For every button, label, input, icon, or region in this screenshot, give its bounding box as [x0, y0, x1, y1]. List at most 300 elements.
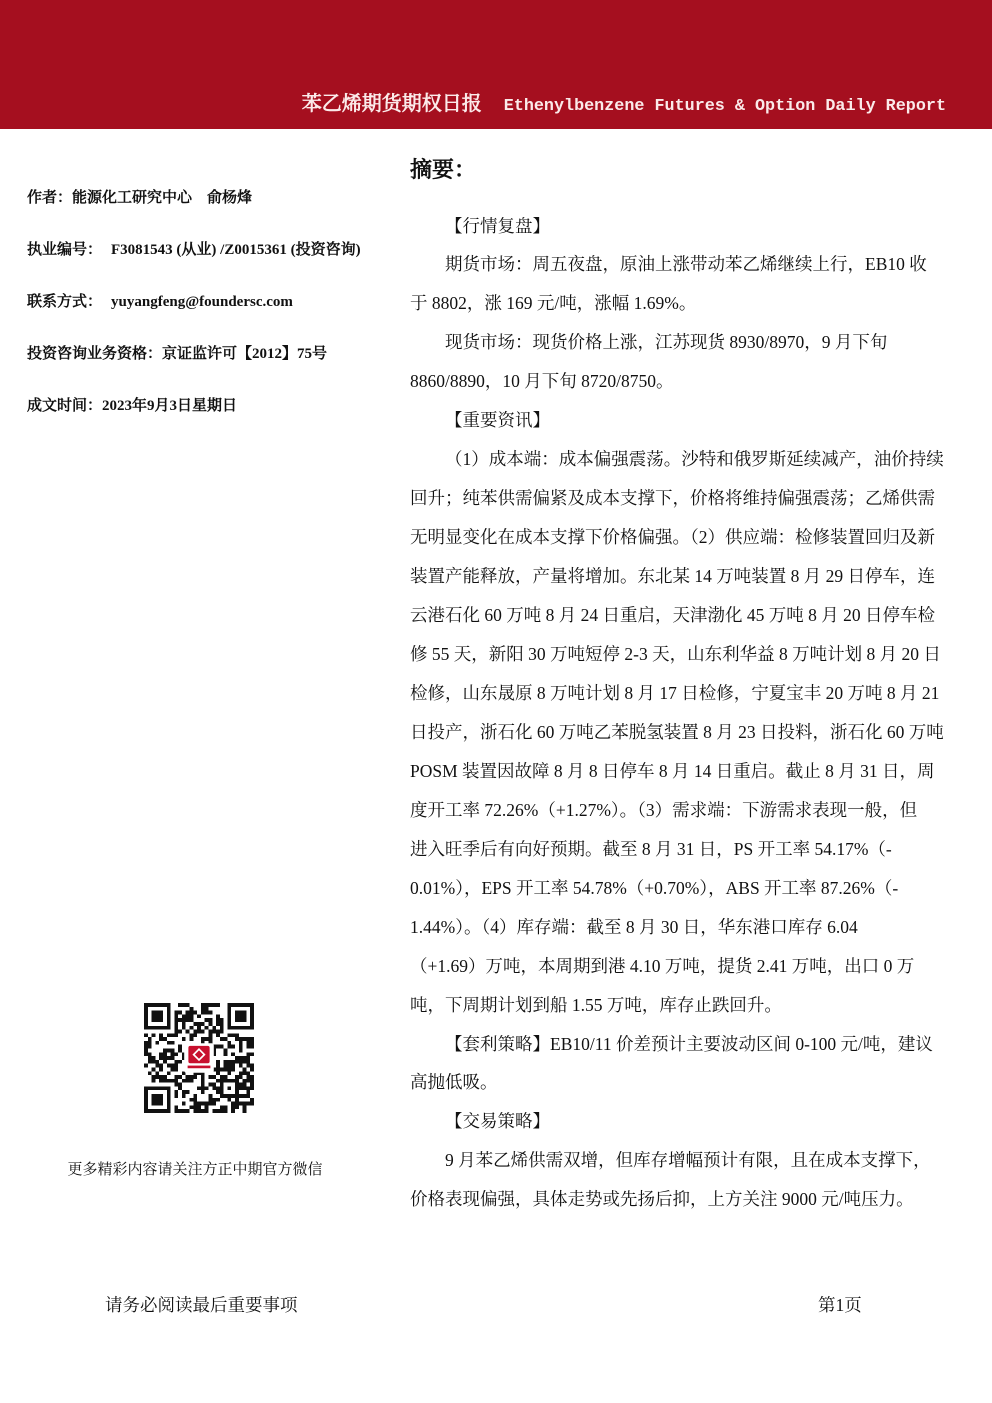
qr-module [163, 1075, 167, 1079]
date-label: 成文时间： [27, 398, 103, 414]
qr-module [174, 1105, 178, 1109]
qr-module [186, 1030, 190, 1034]
qr-module [178, 1049, 182, 1053]
qr-module [220, 1030, 224, 1034]
qr-module [201, 1090, 205, 1094]
paragraph-futures-market [410, 245, 950, 323]
qr-module [212, 1109, 216, 1113]
qr-module [201, 1011, 205, 1015]
logo-wordmark [188, 1066, 211, 1069]
qr-module [167, 1049, 171, 1053]
qr-finder-top-left [144, 1003, 171, 1030]
text-line: 1.44%）。（4）库存端：截至 8 月 30 日，华东港口库存 6.04 [410, 916, 858, 937]
qr-module [197, 1105, 201, 1109]
qr-module [216, 1030, 220, 1034]
qr-module [201, 1037, 205, 1041]
qr-module [205, 1086, 209, 1090]
qr-module [174, 1109, 178, 1113]
qr-module [159, 1037, 163, 1041]
qr-module [231, 1109, 235, 1113]
qr-module [167, 1041, 171, 1045]
qr-module [250, 1067, 254, 1071]
qualification-label: 投资咨询业务资格： [27, 346, 163, 362]
qr-module [155, 1064, 159, 1068]
qr-module [144, 1052, 148, 1056]
qr-module [159, 1064, 163, 1068]
qr-module [174, 1052, 178, 1056]
qr-module [155, 1041, 159, 1045]
qr-module [220, 1109, 224, 1113]
paragraph-trading-strategy [410, 1141, 950, 1219]
qr-module [144, 1064, 148, 1068]
qr-module [186, 1109, 190, 1113]
text-line: 0.01%），EPS 开工率 54.78%（+0.70%），ABS 开工率 87.26%（- [410, 877, 899, 898]
qr-module [239, 1094, 243, 1098]
qr-module [227, 1045, 231, 1049]
qr-module [250, 1083, 254, 1087]
qr-module [243, 1102, 247, 1106]
qr-module [174, 1011, 178, 1015]
qr-module [167, 1033, 171, 1037]
qr-module [216, 1071, 220, 1075]
qr-module [212, 1098, 216, 1102]
qr-module [178, 1045, 182, 1049]
qr-module [243, 1079, 247, 1083]
qr-module [246, 1045, 250, 1049]
qr-module [182, 1014, 186, 1018]
section-heading-market-review [410, 207, 950, 246]
qr-module [250, 1064, 254, 1068]
qr-module [212, 1102, 216, 1106]
qr-module [190, 1018, 194, 1022]
qr-module [190, 1075, 194, 1079]
qr-module [171, 1033, 175, 1037]
qr-module [208, 1003, 212, 1007]
qr-module [216, 1033, 220, 1037]
qr-module [190, 1079, 194, 1083]
qr-module [201, 1075, 205, 1079]
qr-module [171, 1049, 175, 1053]
qr-module [197, 1022, 201, 1026]
qr-module [224, 1109, 228, 1113]
qr-module [159, 1052, 163, 1056]
qr-module [178, 1060, 182, 1064]
qr-module [239, 1083, 243, 1087]
qr-module [174, 1026, 178, 1030]
qr-module [227, 1067, 231, 1071]
qr-module [171, 1056, 175, 1060]
qr-module [250, 1102, 254, 1106]
qr-module [212, 1003, 216, 1007]
qr-module [190, 1026, 194, 1030]
qr-module [201, 1022, 205, 1026]
text-line: 修 55 天，新阳 30 万吨短停 2-3 天，山东利华益 8 万吨计划 8 月 20 日 [410, 643, 941, 664]
qr-module [182, 1003, 186, 1007]
qr-module [193, 1102, 197, 1106]
qr-module [205, 1003, 209, 1007]
contact-label: 联系方式： [27, 294, 103, 310]
qr-module [174, 1033, 178, 1037]
text-line: 云港石化 60 万吨 8 月 24 日重启，天津渤化 45 万吨 8 月 20 日停车检 [410, 605, 935, 626]
qr-module [171, 1052, 175, 1056]
qr-finder-top-right [227, 1003, 254, 1030]
qr-module [190, 1037, 194, 1041]
qr-module [152, 1033, 156, 1037]
date-row [27, 396, 237, 416]
qr-module [174, 1090, 178, 1094]
page-number: 第1页 [818, 1295, 862, 1315]
qr-module [208, 1083, 212, 1087]
contact-email: yuyangfeng@foundersc.com [111, 294, 293, 310]
qr-module [250, 1037, 254, 1041]
qr-module [190, 1011, 194, 1015]
qr-module [250, 1079, 254, 1083]
qr-module [239, 1060, 243, 1064]
text-line: 高抛低吸。 [410, 1072, 498, 1093]
qr-module [227, 1060, 231, 1064]
qr-module [148, 1060, 152, 1064]
qr-module [239, 1064, 243, 1068]
qr-module [197, 1014, 201, 1018]
text-line: 日投产，浙石化 60 万吨乙苯脱氢装置 8 月 23 日投料，浙石化 60 万吨 [410, 721, 944, 742]
qr-module [239, 1045, 243, 1049]
qr-module [208, 1075, 212, 1079]
qr-module [144, 1045, 148, 1049]
qr-caption: 更多精彩内容请关注方正中期官方微信 [67, 1162, 323, 1178]
qr-module [159, 1056, 163, 1060]
text-line: 期货市场：周五夜盘，原油上涨带动苯乙烯继续上行，EB10 收 [445, 254, 927, 275]
qr-module [250, 1045, 254, 1049]
text-line: 【交易策略】 [445, 1111, 550, 1132]
qr-module [246, 1037, 250, 1041]
qr-finder-bottom-left [144, 1086, 171, 1113]
qr-module [178, 1075, 182, 1079]
license-label: 执业编号： [27, 242, 103, 258]
qr-module [243, 1037, 247, 1041]
qr-module [159, 1067, 163, 1071]
qr-module [193, 1033, 197, 1037]
qr-module [216, 1086, 220, 1090]
qr-module [235, 1098, 239, 1102]
summary-body [410, 207, 950, 1220]
qr-module [220, 1037, 224, 1041]
qr-module [193, 1022, 197, 1026]
qr-module [190, 1105, 194, 1109]
qr-module [186, 1003, 190, 1007]
qr-module [216, 1045, 220, 1049]
qr-module [186, 1075, 190, 1079]
qr-module [224, 1064, 228, 1068]
qr-module [246, 1071, 250, 1075]
qr-module [212, 1086, 216, 1090]
text-line: 9 月苯乙烯供需双增，但库存增幅预计有限，且在成本支撑下， [445, 1150, 931, 1171]
qr-module [205, 1037, 209, 1041]
qr-module [178, 1030, 182, 1034]
qr-module [246, 1075, 250, 1079]
qr-module [212, 1083, 216, 1087]
qr-module [231, 1052, 235, 1056]
qr-module [235, 1056, 239, 1060]
text-line: 于 8802，涨 169 元/吨，涨幅 1.69%。 [410, 293, 697, 314]
license-number: F3081543 (从业) /Z0015361 (投资咨询) [111, 242, 361, 258]
qr-module [216, 1060, 220, 1064]
qr-module [148, 1056, 152, 1060]
qr-module [205, 1102, 209, 1106]
qr-module [186, 1014, 190, 1018]
report-title [302, 92, 946, 116]
finder-core [152, 1011, 163, 1022]
qr-module [235, 1037, 239, 1041]
qr-module [193, 1094, 197, 1098]
contact-row [27, 292, 293, 312]
qr-module [167, 1056, 171, 1060]
qr-module [163, 1052, 167, 1056]
qr-module [193, 1105, 197, 1109]
qr-module [224, 1067, 228, 1071]
qr-module [231, 1060, 235, 1064]
section-heading-trading-strategy [410, 1102, 950, 1141]
qr-module [178, 1003, 182, 1007]
finder-core [152, 1094, 163, 1105]
qr-module [212, 1026, 216, 1030]
qr-module [159, 1079, 163, 1083]
qr-module [246, 1086, 250, 1090]
qr-module [152, 1067, 156, 1071]
qr-module [224, 1037, 228, 1041]
qr-module [243, 1060, 247, 1064]
qr-module [212, 1030, 216, 1034]
summary-heading: 摘要： [410, 157, 477, 182]
qr-module [205, 1105, 209, 1109]
qualification-row [27, 344, 327, 364]
qr-module [197, 1109, 201, 1113]
qr-module [182, 1094, 186, 1098]
qr-module [144, 1049, 148, 1053]
qr-module [174, 1030, 178, 1034]
text-line: 吨，下周期计划到船 1.55 万吨，库存止跌回升。 [410, 994, 782, 1015]
qr-module [243, 1094, 247, 1098]
qr-module [250, 1086, 254, 1090]
qr-module [182, 1109, 186, 1113]
qr-module [239, 1041, 243, 1045]
author-name: 俞杨烽 [207, 190, 253, 206]
qr-module [163, 1079, 167, 1083]
qr-module [197, 1026, 201, 1030]
qr-module [235, 1102, 239, 1106]
qr-module [220, 1075, 224, 1079]
qr-module [208, 1037, 212, 1041]
qr-module [239, 1102, 243, 1106]
qr-module [246, 1102, 250, 1106]
qr-module [246, 1079, 250, 1083]
text-line: POSM 装置因故障 8 月 8 日停车 8 月 14 日重启。截止 8 月 31 日，周 [410, 760, 935, 781]
qr-module [231, 1064, 235, 1068]
qr-module [250, 1052, 254, 1056]
qr-module [239, 1086, 243, 1090]
qr-module [201, 1007, 205, 1011]
text-line: 【套利策略】EB10/11 价差预计主要波动区间 0-100 元/吨，建议 [445, 1033, 933, 1054]
qr-module [208, 1018, 212, 1022]
qr-module [197, 1102, 201, 1106]
qr-module [190, 1033, 194, 1037]
qr-module [186, 1011, 190, 1015]
qr-module [224, 1052, 228, 1056]
qr-module [182, 1079, 186, 1083]
qr-module [205, 1011, 209, 1015]
date-value: 2023年9月3日星期日 [102, 398, 238, 414]
qr-module [243, 1109, 247, 1113]
text-line: 度开工率 72.26%（+1.27%）。（3）需求端：下游需求表现一般，但 [410, 799, 918, 820]
qr-module [246, 1041, 250, 1045]
qr-module [174, 1014, 178, 1018]
text-line: 【重要资讯】 [445, 410, 550, 431]
qr-module [171, 1079, 175, 1083]
qr-module [193, 1109, 197, 1113]
qr-module [208, 1022, 212, 1026]
qr-module [174, 1083, 178, 1087]
qr-module [186, 1090, 190, 1094]
qr-module [178, 1083, 182, 1087]
footer-notice: 请务必阅读最后重要事项 [105, 1295, 298, 1315]
qr-module [224, 1060, 228, 1064]
qr-module [220, 1067, 224, 1071]
text-line: 装置产能释放，产量将增加。东北某 14 万吨装置 8 月 29 日停车，连 [410, 566, 935, 587]
qr-module [246, 1094, 250, 1098]
qr-module [246, 1060, 250, 1064]
qr-module [235, 1075, 239, 1079]
qr-module [220, 1022, 224, 1026]
qr-module [163, 1056, 167, 1060]
qr-module [174, 1018, 178, 1022]
qr-module [182, 1090, 186, 1094]
qr-module [212, 1075, 216, 1079]
qr-module [174, 1094, 178, 1098]
paragraph-key-news [410, 440, 950, 1024]
qr-module [243, 1067, 247, 1071]
qr-module [235, 1033, 239, 1037]
text-line: 【行情复盘】 [445, 215, 550, 236]
finder-core [235, 1011, 246, 1022]
qr-module [243, 1056, 247, 1060]
qr-module [227, 1071, 231, 1075]
qr-module [186, 1079, 190, 1083]
text-line: （+1.69）万吨，本周期到港 4.10 万吨，提货 2.41 万吨，出口 0 万 [410, 955, 915, 976]
qr-module [167, 1071, 171, 1075]
qr-module [216, 1018, 220, 1022]
qr-module [231, 1033, 235, 1037]
qr-module [182, 1037, 186, 1041]
qr-module [174, 1064, 178, 1068]
qr-module [193, 1011, 197, 1015]
qr-module [155, 1071, 159, 1075]
qr-module [216, 1067, 220, 1071]
qr-module [205, 1018, 209, 1022]
qr-module [197, 1030, 201, 1034]
qr-module [190, 1098, 194, 1102]
qr-module [205, 1026, 209, 1030]
qr-module [171, 1067, 175, 1071]
report-title-chinese: 苯乙烯期货期权日报 [301, 93, 482, 115]
qr-module [159, 1033, 163, 1037]
qr-module [231, 1102, 235, 1106]
qr-module [239, 1056, 243, 1060]
qr-module [243, 1105, 247, 1109]
qr-module [155, 1075, 159, 1079]
qr-module [178, 1018, 182, 1022]
qr-center-logo [184, 1043, 214, 1073]
qr-module [190, 1014, 194, 1018]
qr-module [152, 1079, 156, 1083]
qr-module [193, 1098, 197, 1102]
qr-module [216, 1079, 220, 1083]
qr-module [171, 1041, 175, 1045]
qr-module [246, 1064, 250, 1068]
qr-module [208, 1102, 212, 1106]
report-title-english: Ethenylbenzene Futures & Option Daily Report [503, 97, 946, 116]
alignment-core [227, 1086, 231, 1090]
qr-module [216, 1014, 220, 1018]
qr-module [178, 1109, 182, 1113]
qr-module [201, 1079, 205, 1083]
qr-module [186, 1018, 190, 1022]
text-line: 8860/8890，10 月下旬 8720/8750。 [410, 371, 674, 392]
license-row [27, 240, 361, 260]
qr-module [155, 1060, 159, 1064]
qr-module [201, 1109, 205, 1113]
qr-module [182, 1102, 186, 1106]
qr-module [220, 1105, 224, 1109]
qr-module [231, 1105, 235, 1109]
qr-module [159, 1075, 163, 1079]
qr-module [208, 1030, 212, 1034]
qr-module [227, 1041, 231, 1045]
text-line: 进入旺季后有向好预期。截至 8 月 31 日，PS 开工率 54.17%（- [410, 838, 892, 859]
qr-module [163, 1060, 167, 1064]
qr-module [220, 1018, 224, 1022]
qr-module [239, 1071, 243, 1075]
qr-module [216, 1098, 220, 1102]
qr-module [243, 1071, 247, 1075]
qr-alignment-pattern [220, 1079, 239, 1098]
qr-module [243, 1086, 247, 1090]
qr-module [152, 1056, 156, 1060]
qr-module [144, 1041, 148, 1045]
qr-module [246, 1056, 250, 1060]
qr-module [190, 1007, 194, 1011]
qr-module [197, 1086, 201, 1090]
qr-module [201, 1003, 205, 1007]
qr-module [152, 1075, 156, 1079]
text-line: 价格表现偏强，具体走势或先扬后抑，上方关注 9000 元/吨压力。 [410, 1189, 914, 1210]
qr-module [239, 1075, 243, 1079]
qr-module [201, 1030, 205, 1034]
section-heading-key-news [410, 401, 950, 440]
qr-module [193, 1075, 197, 1079]
qr-module [174, 1060, 178, 1064]
qr-module [174, 1075, 178, 1079]
qualification-value: 京证监许可【2012】75号 [162, 346, 328, 362]
qr-module [216, 1003, 220, 1007]
qr-module [174, 1079, 178, 1083]
paragraph-arbitrage-strategy [410, 1025, 950, 1103]
qr-module [144, 1033, 148, 1037]
qr-module [205, 1007, 209, 1011]
author-label: 作者： [27, 190, 73, 206]
qr-module [148, 1071, 152, 1075]
text-line: （1）成本端：成本偏强震荡。沙特和俄罗斯延续减产，油价持续 [445, 449, 944, 470]
qr-module [246, 1090, 250, 1094]
qr-module [178, 1086, 182, 1090]
